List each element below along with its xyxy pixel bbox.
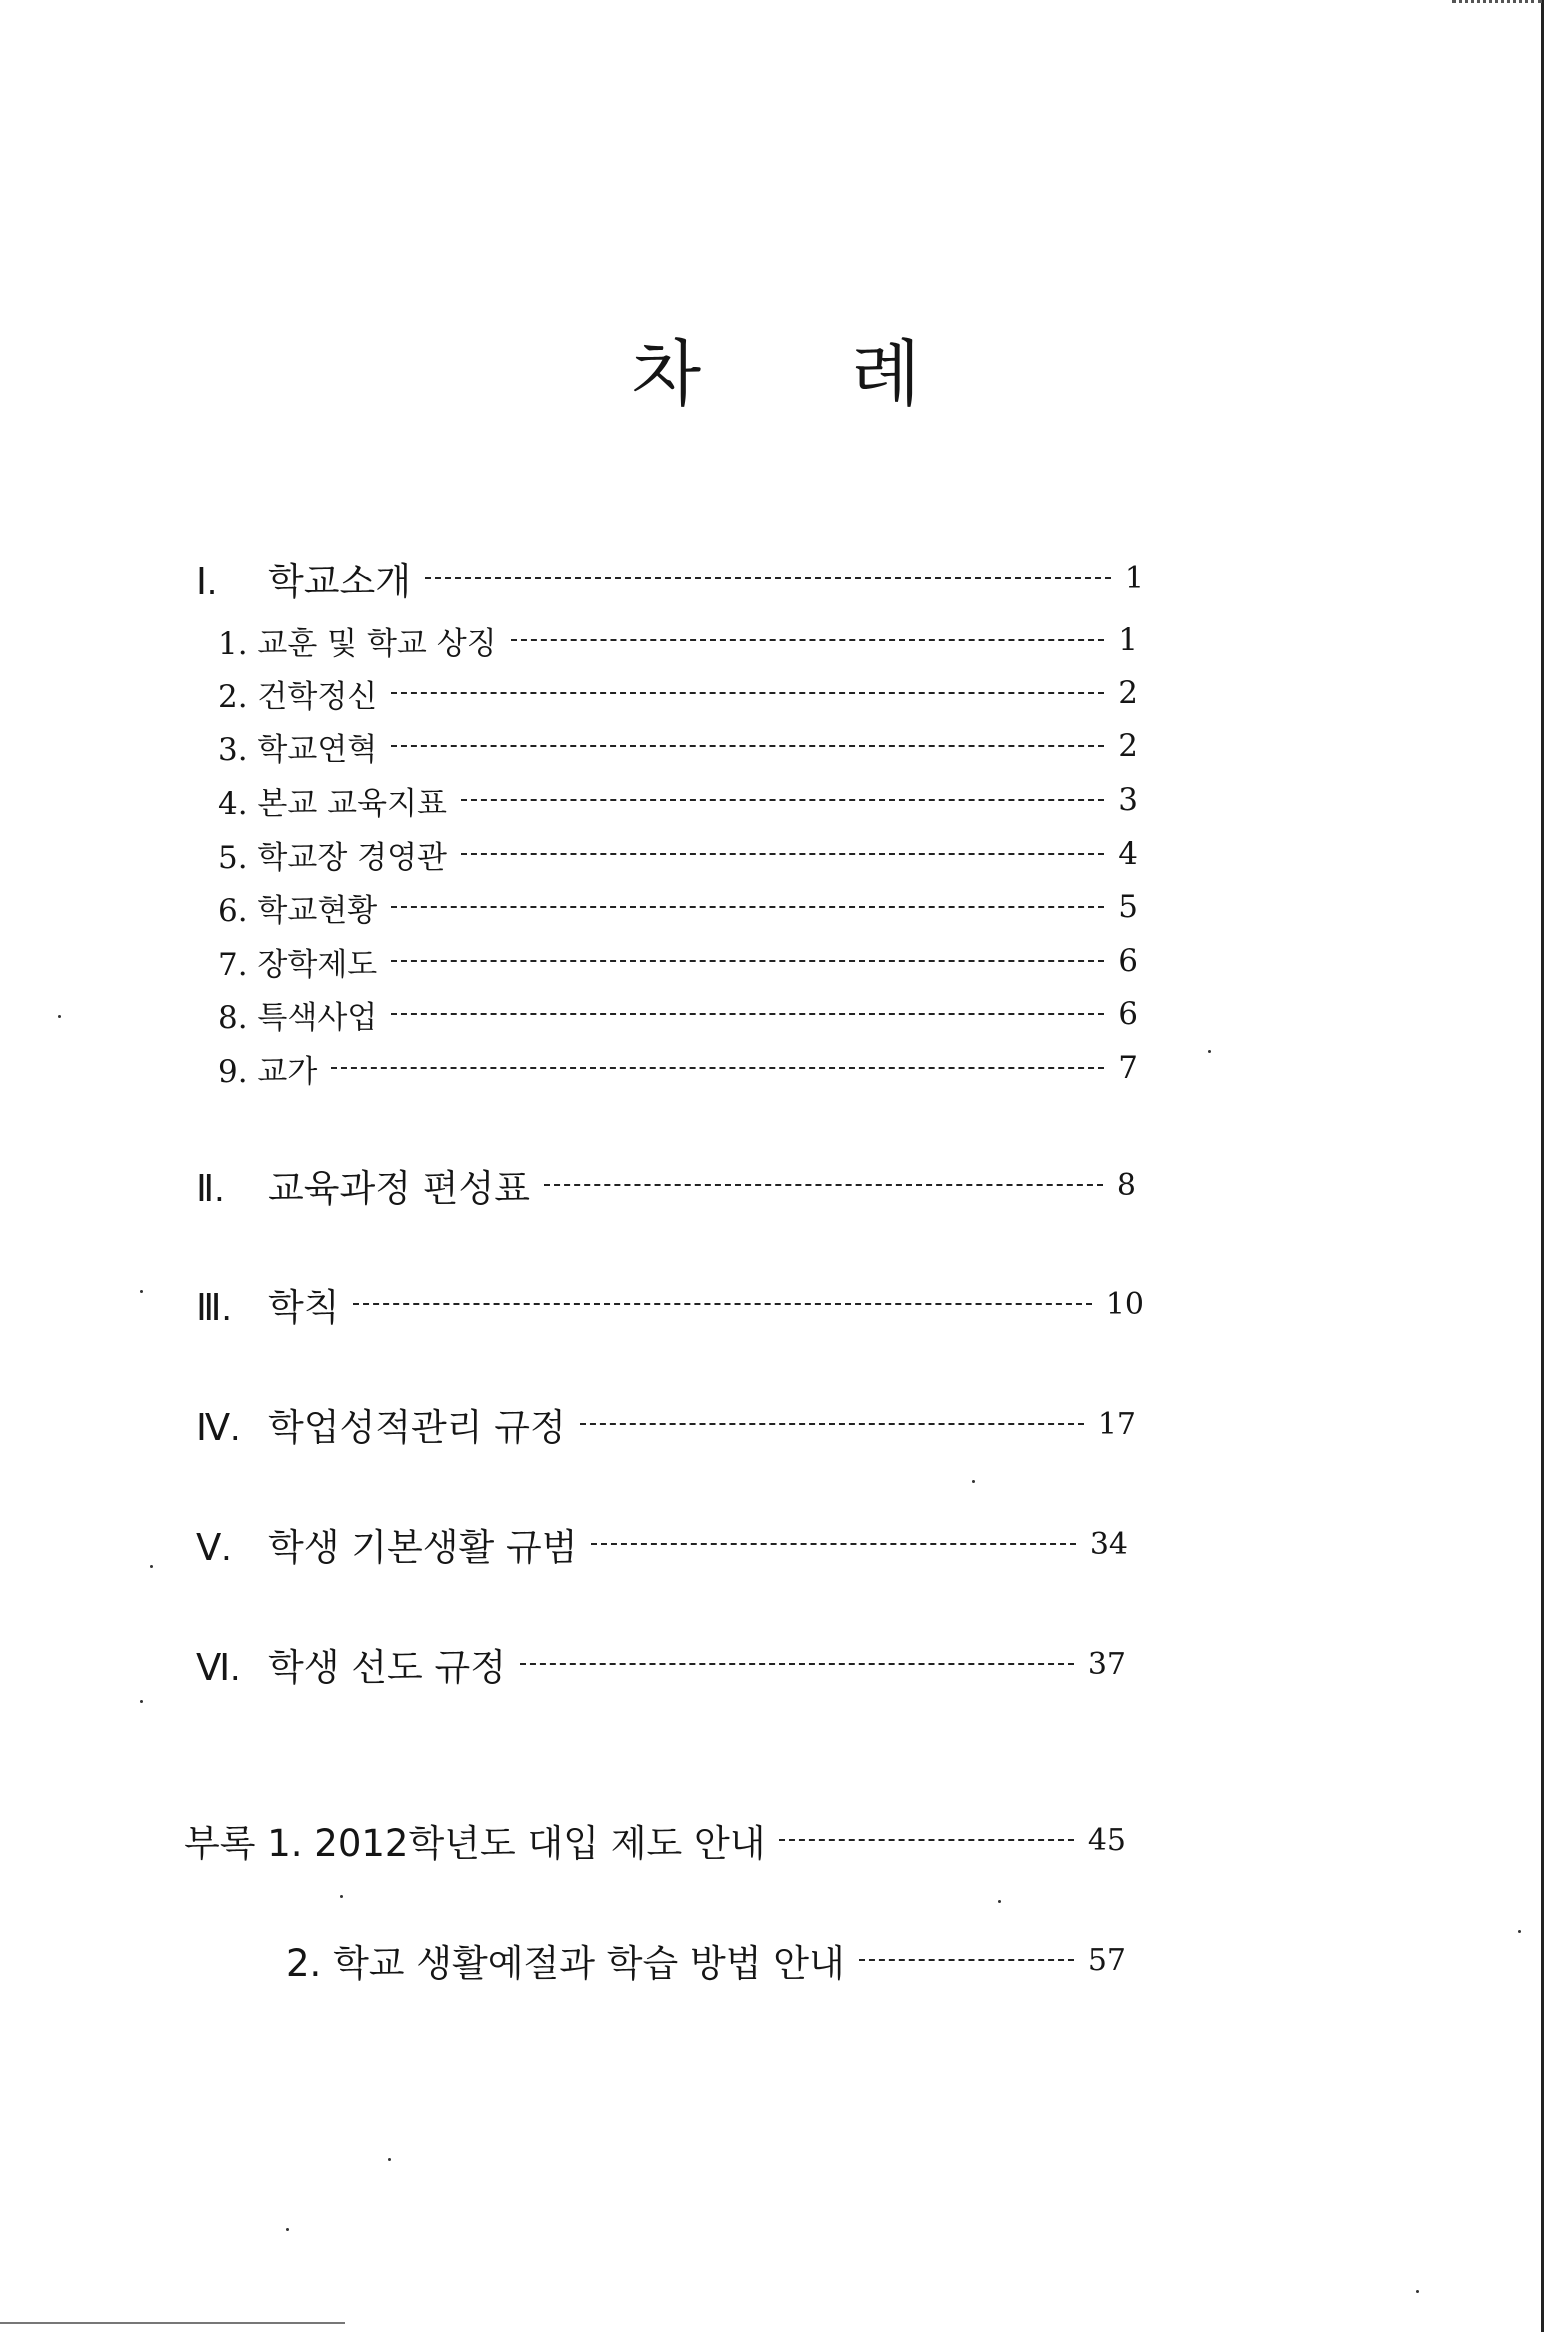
scan-speck bbox=[972, 1480, 975, 1483]
toc-appendix-1 bbox=[184, 1810, 1126, 1870]
page-title bbox=[0, 316, 1552, 416]
toc-leader bbox=[511, 639, 1105, 641]
title-char-2: 례 bbox=[851, 332, 921, 416]
toc-subsection-7 bbox=[218, 937, 1138, 985]
toc-subsection-4 bbox=[218, 776, 1138, 824]
toc-leader bbox=[580, 1423, 1084, 1425]
scan-speck bbox=[286, 2228, 289, 2231]
toc-page-number: 37 bbox=[1087, 1646, 1126, 1682]
toc-subsection-label: 6. 학교현황 bbox=[218, 892, 378, 929]
toc-subsection-8 bbox=[218, 990, 1138, 1038]
toc-subsection-label: 2. 건학정신 bbox=[218, 678, 378, 715]
scan-speck bbox=[340, 1895, 343, 1898]
scan-speck bbox=[140, 1700, 143, 1703]
title-char-1: 차 bbox=[631, 332, 701, 416]
toc-section-4 bbox=[196, 1394, 1136, 1454]
toc-leader bbox=[331, 1067, 1104, 1069]
toc-subsection-label: 1. 교훈 및 학교 상징 bbox=[218, 625, 497, 662]
toc-page-number: 3 bbox=[1118, 782, 1138, 818]
toc-leader bbox=[425, 577, 1111, 579]
page-edge-top-marks bbox=[1452, 0, 1542, 7]
toc-section-1 bbox=[196, 548, 1144, 608]
toc-section-label: Ⅲ. 학칙 bbox=[196, 1286, 340, 1329]
scan-speck bbox=[388, 2158, 391, 2161]
toc-page-number: 2 bbox=[1118, 728, 1138, 764]
toc-page-number: 17 bbox=[1097, 1406, 1136, 1442]
scan-speck bbox=[58, 1015, 61, 1018]
toc-subsection-label: 9. 교가 bbox=[218, 1053, 318, 1090]
toc-subsection-9 bbox=[218, 1044, 1138, 1092]
toc-leader bbox=[391, 692, 1104, 694]
toc-page-number: 10 bbox=[1105, 1286, 1144, 1322]
toc-leader bbox=[591, 1543, 1075, 1545]
toc-page-number: 57 bbox=[1087, 1942, 1126, 1978]
toc-subsection-label: 3. 학교연혁 bbox=[218, 731, 378, 768]
toc-leader bbox=[859, 1959, 1074, 1961]
scan-speck bbox=[1208, 1050, 1211, 1053]
toc-subsection-label: 4. 본교 교육지표 bbox=[218, 785, 447, 822]
toc-page-number: 6 bbox=[1118, 943, 1138, 979]
toc-section-label: Ⅵ. 학생 선도 규정 bbox=[196, 1646, 506, 1689]
toc-section-3 bbox=[196, 1274, 1144, 1334]
toc-leader bbox=[520, 1663, 1074, 1665]
corner-line bbox=[0, 2322, 345, 2324]
toc-page-number: 6 bbox=[1118, 996, 1138, 1032]
toc-subsection-6 bbox=[218, 883, 1138, 931]
toc-leader bbox=[544, 1184, 1103, 1186]
toc-leader bbox=[461, 853, 1104, 855]
toc-leader bbox=[461, 799, 1104, 801]
toc-leader bbox=[391, 1013, 1104, 1015]
toc-leader bbox=[779, 1839, 1073, 1841]
toc-subsection-5 bbox=[218, 830, 1138, 878]
toc-appendix-2 bbox=[286, 1930, 1126, 1990]
toc-appendix-label: 부록 1. 2012학년도 대입 제도 안내 bbox=[184, 1822, 766, 1865]
toc-page-number: 4 bbox=[1118, 836, 1138, 872]
toc-section-label: Ⅱ. 교육과정 편성표 bbox=[196, 1167, 530, 1210]
toc-section-label: Ⅰ. 학교소개 bbox=[196, 560, 411, 603]
toc-section-6 bbox=[196, 1634, 1126, 1694]
toc-leader bbox=[391, 745, 1104, 747]
toc-leader bbox=[353, 1303, 1091, 1305]
toc-subsection-1 bbox=[218, 616, 1138, 664]
toc-page-number: 45 bbox=[1087, 1822, 1126, 1858]
scan-speck bbox=[140, 1290, 143, 1293]
toc-leader bbox=[391, 906, 1104, 908]
toc-page-number: 1 bbox=[1118, 622, 1138, 658]
toc-section-label: Ⅳ. 학업성적관리 규정 bbox=[196, 1406, 566, 1449]
toc-section-5 bbox=[196, 1514, 1128, 1574]
toc-subsection-label: 7. 장학제도 bbox=[218, 946, 378, 983]
scan-speck bbox=[1518, 1930, 1521, 1933]
toc-subsection-3 bbox=[218, 722, 1138, 770]
toc-page-number: 7 bbox=[1118, 1050, 1138, 1086]
toc-subsection-label: 5. 학교장 경영관 bbox=[218, 839, 447, 876]
scan-speck bbox=[1416, 2290, 1419, 2293]
scan-speck bbox=[150, 1565, 153, 1568]
toc-page-number: 5 bbox=[1118, 889, 1138, 925]
toc-page-number: 8 bbox=[1116, 1167, 1136, 1203]
scan-speck bbox=[998, 1900, 1001, 1903]
toc-section-2 bbox=[196, 1155, 1136, 1215]
toc-page-number: 2 bbox=[1118, 675, 1138, 711]
toc-section-label: Ⅴ. 학생 기본생활 규범 bbox=[196, 1526, 578, 1569]
toc-leader bbox=[391, 960, 1104, 962]
toc-page-number: 1 bbox=[1124, 560, 1144, 596]
toc-page-number: 34 bbox=[1089, 1526, 1128, 1562]
toc-appendix-label: 2. 학교 생활예절과 학습 방법 안내 bbox=[286, 1942, 845, 1985]
toc-subsection-2 bbox=[218, 669, 1138, 717]
toc-subsection-label: 8. 특색사업 bbox=[218, 999, 378, 1036]
